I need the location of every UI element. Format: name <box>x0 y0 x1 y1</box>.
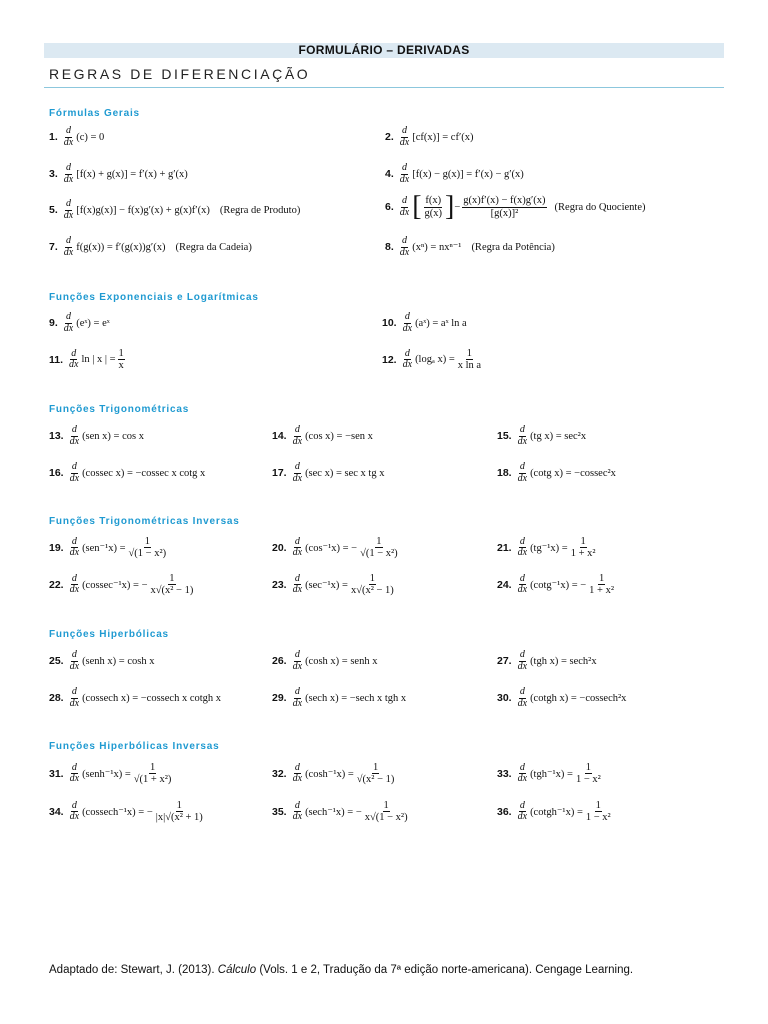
formula-6 <box>385 193 646 221</box>
formula-expression: (c) = 0 <box>76 131 105 143</box>
formula-number: 13. <box>49 430 64 442</box>
result-fraction: $\frac{g(x)f'(x) - f(x)g'(x)}{\text{[g(x)]²}}$ <box>463 195 546 219</box>
formula-18 <box>497 462 616 484</box>
formula-expression: (logₐ x) = <box>415 354 455 366</box>
formula-number: 1. <box>49 131 58 143</box>
result-fraction: $\frac{1}{\text{1 − x²}}$ <box>575 762 601 786</box>
formula-8 <box>385 236 555 258</box>
formula-number: 16. <box>49 467 64 479</box>
derivative-operator: $\frac{d}{dx}$ <box>292 424 303 447</box>
formula-number: 29. <box>272 692 287 704</box>
formula-number: 15. <box>497 430 512 442</box>
result-fraction: $\frac{1}{x}$ <box>118 348 124 372</box>
formula-expression: (cossec⁻¹x) = − <box>82 579 148 591</box>
derivative-operator: $\frac{d}{dx}$ <box>402 347 413 371</box>
formula-number: 12. <box>382 353 397 366</box>
derivative-operator: $\frac{d}{dx}$ <box>292 572 303 596</box>
formula-expression: (sec x) = sec x tg x <box>305 467 385 479</box>
derivative-operator: $\frac{d}{dx}$ <box>399 235 410 258</box>
formula-33 <box>497 762 604 785</box>
formula-expression: [f(x) − g(x)] = f′(x) − g′(x) <box>412 168 524 180</box>
formula-expression: (tgh x) = sech²x <box>530 655 597 667</box>
derivative-operator: $\frac{d}{dx}$ <box>63 311 74 334</box>
result-fraction: $\frac{1}{\text{1 + x²}}$ <box>589 573 614 597</box>
result-fraction: $\frac{1}{\text{x√(1 − x²)}}$ <box>364 800 408 824</box>
rule-note: (Regra da Cadeia) <box>175 241 252 253</box>
page-title: REGRAS DE DIFERENCIAÇÃO <box>49 66 311 82</box>
derivative-operator: $\frac{d}{dx}$ <box>517 461 528 484</box>
formula-expression: (xⁿ) = nxⁿ⁻¹ <box>412 242 462 253</box>
formula-expression: (eˣ) = eˣ <box>76 317 110 329</box>
derivative-operator: $\frac{d}{dx}$ <box>69 424 80 447</box>
page-banner: FORMULÁRIO – DERIVADAS <box>44 43 724 58</box>
formula-1 <box>49 126 104 148</box>
formula-expression: (tgh⁻¹x) = <box>530 768 573 780</box>
formula-number: 35. <box>272 805 287 818</box>
result-fraction: $\frac{1}{\text{1 − x²}}$ <box>585 800 611 824</box>
section-heading-trig: Funções Trigonométricas <box>49 404 190 415</box>
result-fraction: $\frac{1}{\text{√(x² − 1)}}$ <box>356 762 395 786</box>
formula-expression: f(g(x)) = f′(g(x))g′(x) <box>76 241 166 253</box>
derivative-operator: $\frac{d}{dx}$ <box>517 535 528 559</box>
source-citation <box>49 964 633 976</box>
formula-23 <box>272 573 397 596</box>
derivative-operator: $\frac{d}{dx}$ <box>69 761 80 785</box>
derivative-operator: $\frac{d}{dx}$ <box>292 686 303 709</box>
rule-note: (Regra do Quociente) <box>554 201 646 213</box>
derivative-operator: $\frac{d}{dx}$ <box>69 347 79 371</box>
formula-expression: (sech x) = −sech x tgh x <box>305 692 407 704</box>
citation-book-title: Cálculo <box>217 964 257 976</box>
formula-number: 21. <box>497 541 512 554</box>
derivative-operator: $\frac{d}{dx}$ <box>517 649 528 672</box>
formula-number: 34. <box>49 805 64 818</box>
formula-expression: ln | x | = <box>81 354 116 366</box>
formula-expression: (senh x) = cosh x <box>82 655 155 667</box>
formula-36 <box>497 800 614 823</box>
formula-25 <box>49 650 154 672</box>
derivative-operator: $\frac{d}{dx}$ <box>63 235 74 258</box>
formula-34 <box>49 800 206 823</box>
section-heading-exp-log: Funções Exponenciais e Logarítmicas <box>49 292 259 303</box>
formula-expression: (tg⁻¹x) = <box>530 542 568 554</box>
derivative-operator: $\frac{d}{dx}$ <box>517 799 528 823</box>
formula-number: 14. <box>272 430 287 442</box>
formula-expression: (tg x) = sec²x <box>530 430 587 442</box>
citation-details: (Vols. 1 e 2, Tradução da 7ª edição norte-americana). Cengage Learning. <box>256 964 634 976</box>
derivative-operator: $\frac{d}{dx}$ <box>63 125 74 148</box>
derivative-operator: $\frac{d}{dx}$ <box>399 195 410 218</box>
formula-expression: (cos x) = −sen x <box>305 430 373 442</box>
derivative-operator: $\frac{d}{dx}$ <box>517 761 528 785</box>
formula-3 <box>49 163 188 185</box>
formula-expression: (cos⁻¹x) = − <box>305 542 358 554</box>
result-fraction: $\frac{1}{\text{1 + x²}}$ <box>570 536 596 560</box>
formula-number: 36. <box>497 805 512 818</box>
formula-expression: (cotg x) = −cossec²x <box>530 467 616 479</box>
formula-expression: (cossec x) = −cossec x cotg x <box>82 467 206 479</box>
formula-expression: (cosh⁻¹x) = <box>305 768 354 780</box>
formula-28 <box>49 687 221 709</box>
derivative-operator: $\frac{d}{dx}$ <box>69 686 80 709</box>
formula-number: 26. <box>272 655 287 667</box>
formula-expression: (cotg⁻¹x) = − <box>530 579 587 591</box>
formula-number: 31. <box>49 767 64 780</box>
formula-21 <box>497 536 599 559</box>
formula-number: 32. <box>272 767 287 780</box>
formula-17 <box>272 462 384 484</box>
formula-expression: (cossech x) = −cossech x cotgh x <box>82 692 222 704</box>
section-heading-hyperbolic: Funções Hiperbólicas <box>49 629 169 640</box>
result-fraction: $\frac{1}{\text{|x|√(x² + 1)}}$ <box>155 800 203 824</box>
formula-16 <box>49 462 205 484</box>
formula-number: 6. <box>385 201 394 213</box>
formula-expression: [cf(x)] = cf′(x) <box>412 131 474 143</box>
formula-number: 33. <box>497 767 512 780</box>
derivative-operator: $\frac{d}{dx}$ <box>69 799 80 823</box>
formula-number: 17. <box>272 467 287 479</box>
formula-35 <box>272 800 411 823</box>
result-fraction: $\frac{1}{\text{x ln a}}$ <box>457 348 482 372</box>
result-fraction: $\frac{1}{\text{x√(x² − 1)}}$ <box>150 573 194 597</box>
formula-number: 22. <box>49 578 64 591</box>
formula-expression: (cosh x) = senh x <box>305 655 378 667</box>
formula-9 <box>49 312 110 334</box>
formula-29 <box>272 687 406 709</box>
derivative-operator: $\frac{d}{dx}$ <box>292 761 303 785</box>
formula-7 <box>49 236 252 258</box>
formula-number: 18. <box>497 467 512 479</box>
formula-number: 11. <box>49 353 64 366</box>
formula-11 <box>49 348 127 371</box>
formula-2 <box>385 126 473 148</box>
formula-expression: (cotgh⁻¹x) = <box>530 806 583 818</box>
formula-number: 25. <box>49 655 64 667</box>
formula-number: 3. <box>49 168 58 180</box>
formula-number: 2. <box>385 131 394 143</box>
formula-number: 28. <box>49 692 64 704</box>
formula-expression: (aˣ) = aˣ ln a <box>415 317 467 329</box>
derivative-operator: $\frac{d}{dx}$ <box>69 535 80 559</box>
derivative-operator: $\frac{d}{dx}$ <box>69 461 80 484</box>
section-heading-general: Fórmulas Gerais <box>49 108 140 119</box>
formula-operator: − <box>454 201 461 213</box>
formula-14 <box>272 425 373 447</box>
formula-4 <box>385 163 524 185</box>
result-fraction: $\frac{1}{\text{√(1 + x²)}}$ <box>133 762 172 786</box>
derivative-operator: $\frac{d}{dx}$ <box>399 162 410 185</box>
citation-author: Stewart, J. (2013). <box>117 964 218 976</box>
formula-expression: (senh⁻¹x) = <box>82 768 131 780</box>
formula-20 <box>272 536 401 559</box>
formula-number: 30. <box>497 692 512 704</box>
section-heading-inverse-hyperbolic: Funções Hiperbólicas Inversas <box>49 741 220 752</box>
derivative-operator: $\frac{d}{dx}$ <box>69 572 80 596</box>
formula-24 <box>497 573 617 596</box>
formula-number: 10. <box>382 317 397 329</box>
derivative-operator: $\frac{d}{dx}$ <box>292 535 303 559</box>
title-divider <box>44 87 724 88</box>
formula-expression: [f(x) + g(x)] = f′(x) + g′(x) <box>76 168 188 180</box>
section-heading-inverse-trig: Funções Trigonométricas Inversas <box>49 516 240 527</box>
formula-number: 20. <box>272 541 287 554</box>
derivative-operator: $\frac{d}{dx}$ <box>517 686 528 709</box>
formula-expression: (sen⁻¹x) = <box>82 542 126 554</box>
formula-27 <box>497 650 597 672</box>
formula-12 <box>382 348 484 371</box>
formula-expression: (cotgh x) = −cossech²x <box>530 692 627 704</box>
derivative-operator: $\frac{d}{dx}$ <box>292 649 303 672</box>
formula-number: 27. <box>497 655 512 667</box>
formula-31 <box>49 762 174 785</box>
formula-expression: (sen x) = cos x <box>82 430 144 442</box>
derivative-operator: $\frac{d}{dx}$ <box>63 162 74 185</box>
formula-number: 9. <box>49 317 58 329</box>
formula-5 <box>49 199 300 221</box>
formula-15 <box>497 425 586 447</box>
formula-19 <box>49 536 169 559</box>
derivative-operator: $\frac{d}{dx}$ <box>292 461 303 484</box>
formula-number: 19. <box>49 541 64 554</box>
formula-10 <box>382 312 467 334</box>
formula-number: 23. <box>272 578 287 591</box>
formula-22 <box>49 573 196 596</box>
formula-number: 4. <box>385 168 394 180</box>
rule-note: (Regra da Potência) <box>471 241 555 253</box>
formula-expression: (cossech⁻¹x) = − <box>82 806 153 818</box>
formula-expression: (sech⁻¹x) = − <box>305 806 362 818</box>
formula-number: 24. <box>497 578 512 591</box>
derivative-operator: $\frac{d}{dx}$ <box>402 311 413 334</box>
rule-note: (Regra de Produto) <box>219 204 301 216</box>
derivative-operator: $\frac{d}{dx}$ <box>69 649 80 672</box>
result-fraction: $\frac{1}{\text{x√(x² − 1)}}$ <box>350 573 394 597</box>
formula-number: 8. <box>385 241 394 253</box>
citation-prefix: Adaptado de: <box>49 964 118 976</box>
derivative-operator: $\frac{d}{dx}$ <box>399 125 410 148</box>
derivative-operator: $\frac{d}{dx}$ <box>63 198 74 221</box>
formula-30 <box>497 687 626 709</box>
derivative-operator: $\frac{d}{dx}$ <box>517 572 528 596</box>
derivative-operator: $\frac{d}{dx}$ <box>517 424 528 447</box>
bracketed-quotient: [ $\frac{f(x)}{g(x)}$ ] <box>412 191 455 222</box>
result-fraction: $\frac{1}{\text{√(1 − x²)}}$ <box>128 536 167 560</box>
formula-32 <box>272 762 397 785</box>
result-fraction: $\frac{1}{\text{√(1 − x²)}}$ <box>360 536 398 560</box>
formula-expression: [f(x)g(x)] − f(x)g′(x) + g(x)f′(x) <box>76 204 210 216</box>
formula-number: 7. <box>49 241 58 253</box>
formula-26 <box>272 650 377 672</box>
formula-number: 5. <box>49 204 58 216</box>
formula-expression: (sec⁻¹x) = <box>305 579 348 591</box>
derivative-operator: $\frac{d}{dx}$ <box>292 799 303 823</box>
formula-13 <box>49 425 144 447</box>
